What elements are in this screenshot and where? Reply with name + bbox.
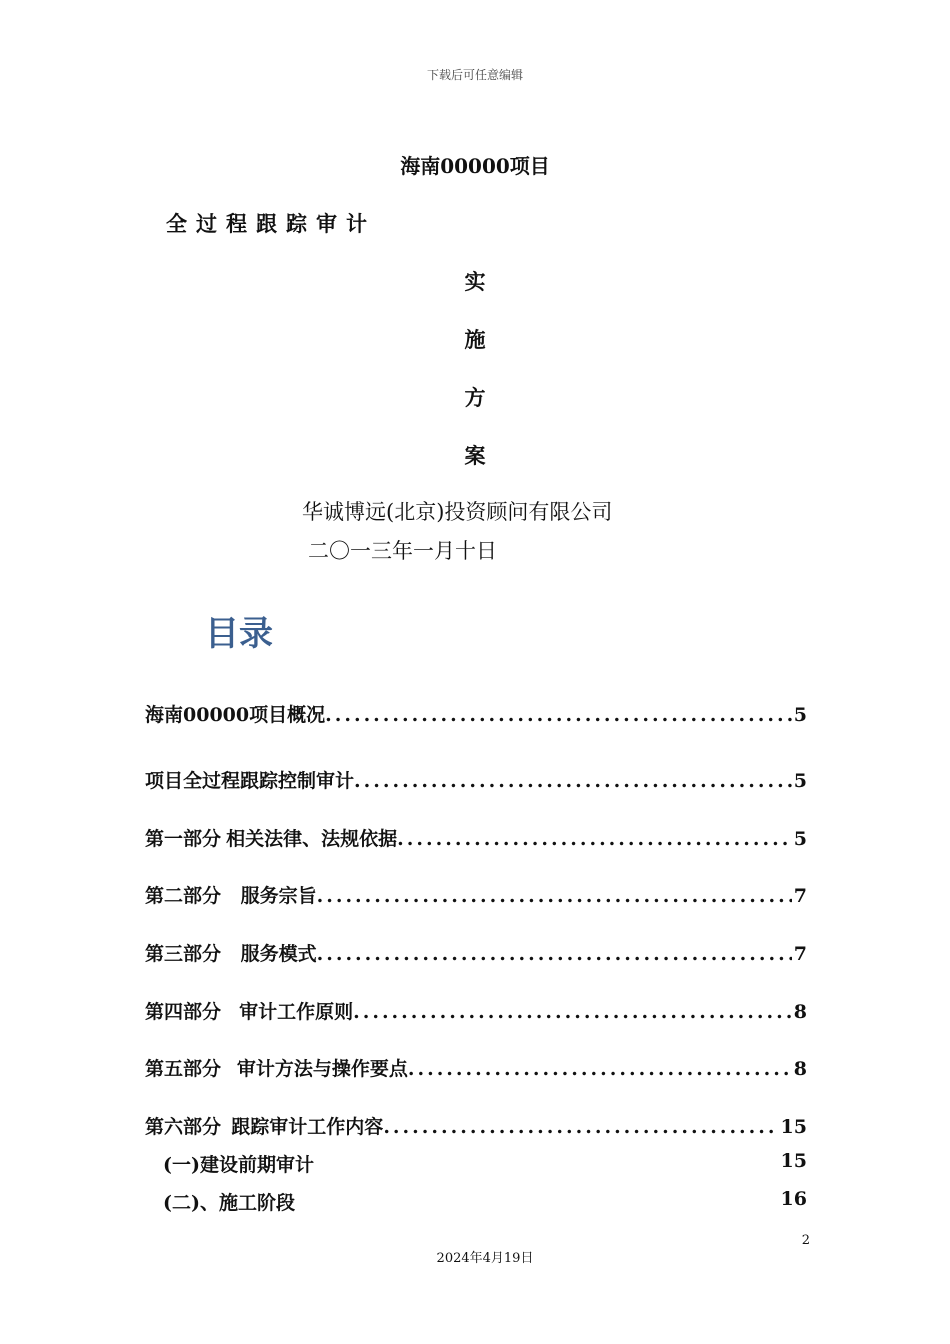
toc-sub-entry-title: (二)、施工阶段	[163, 1192, 295, 1214]
toc-entry-title: 海南00000项目概况	[145, 704, 326, 726]
toc-sub-entry[interactable]	[163, 1150, 807, 1177]
cover-subtitle: 全过程跟踪审计	[166, 211, 376, 236]
cover-title: 海南00000项目	[400, 154, 550, 178]
toc-entry-title: 服务模式	[240, 943, 317, 965]
toc-entry[interactable]	[145, 824, 807, 851]
toc-entry-page: 5	[793, 770, 807, 792]
toc-sub-entry-page: 16	[780, 1188, 807, 1210]
toc-entry-page: 8	[793, 1001, 807, 1023]
header-note: 下载后可任意编辑	[426, 68, 523, 82]
toc-heading: 目录	[205, 614, 273, 654]
toc-entry[interactable]	[145, 1112, 807, 1139]
footer-date: 2024年4月19日	[436, 1251, 534, 1266]
toc-leader-dots	[354, 770, 792, 792]
company-name: 华诚博远(北京)投资顾问有限公司	[302, 500, 613, 524]
toc-entry-title: 服务宗旨	[240, 885, 317, 907]
toc-entry[interactable]	[145, 766, 807, 793]
toc-entry[interactable]	[145, 881, 807, 908]
cover-vertical-char: 施	[464, 327, 486, 352]
toc-leader-dots	[397, 828, 792, 850]
toc-entry-title: 相关法律、法规依据	[226, 828, 398, 850]
toc-leader-dots	[408, 1058, 792, 1080]
toc-entry[interactable]	[145, 1054, 807, 1081]
toc-entry-page: 7	[793, 885, 807, 907]
toc-entry-page: 8	[793, 1058, 807, 1080]
toc-sub-entry[interactable]	[163, 1188, 807, 1215]
toc-entry[interactable]	[145, 939, 807, 966]
cover-vertical-char: 实	[464, 269, 486, 294]
toc-leader-dots	[317, 943, 792, 965]
toc-leader-dots	[383, 1116, 778, 1138]
toc-entry-page: 7	[793, 943, 807, 965]
toc-entry-page: 5	[793, 828, 807, 850]
toc-leader-dots	[325, 704, 792, 726]
toc-entry-part: 第四部分	[145, 1001, 222, 1023]
toc-entry-page: 5	[793, 704, 807, 726]
toc-entry-title: 审计工作原则	[239, 1001, 354, 1023]
toc-entry-part: 第一部分	[145, 828, 222, 850]
toc-entry[interactable]	[145, 700, 807, 727]
toc-sub-entry-page: 15	[780, 1150, 807, 1172]
toc-leader-dots	[317, 885, 792, 907]
toc-entry-title: 项目全过程跟踪控制审计	[145, 770, 355, 792]
toc-entry-part: 第三部分	[145, 943, 222, 965]
toc-entry-part: 第六部分	[145, 1116, 222, 1138]
toc-entry-title: 跟踪审计工作内容	[231, 1116, 384, 1138]
toc-leader-dots	[353, 1001, 792, 1023]
toc-entry-part: 第五部分	[145, 1058, 222, 1080]
toc-entry-part: 第二部分	[145, 885, 222, 907]
toc-entry-page: 15	[780, 1116, 807, 1138]
toc-sub-entry-title: (一)建设前期审计	[163, 1154, 314, 1176]
cover-date: 二〇一三年一月十日	[308, 539, 497, 563]
cover-vertical-char: 方	[464, 385, 486, 410]
toc-entry[interactable]	[145, 997, 807, 1024]
toc-entry-title: 审计方法与操作要点	[236, 1058, 408, 1080]
page-number: 2	[801, 1233, 810, 1248]
cover-vertical-char: 案	[464, 443, 486, 468]
